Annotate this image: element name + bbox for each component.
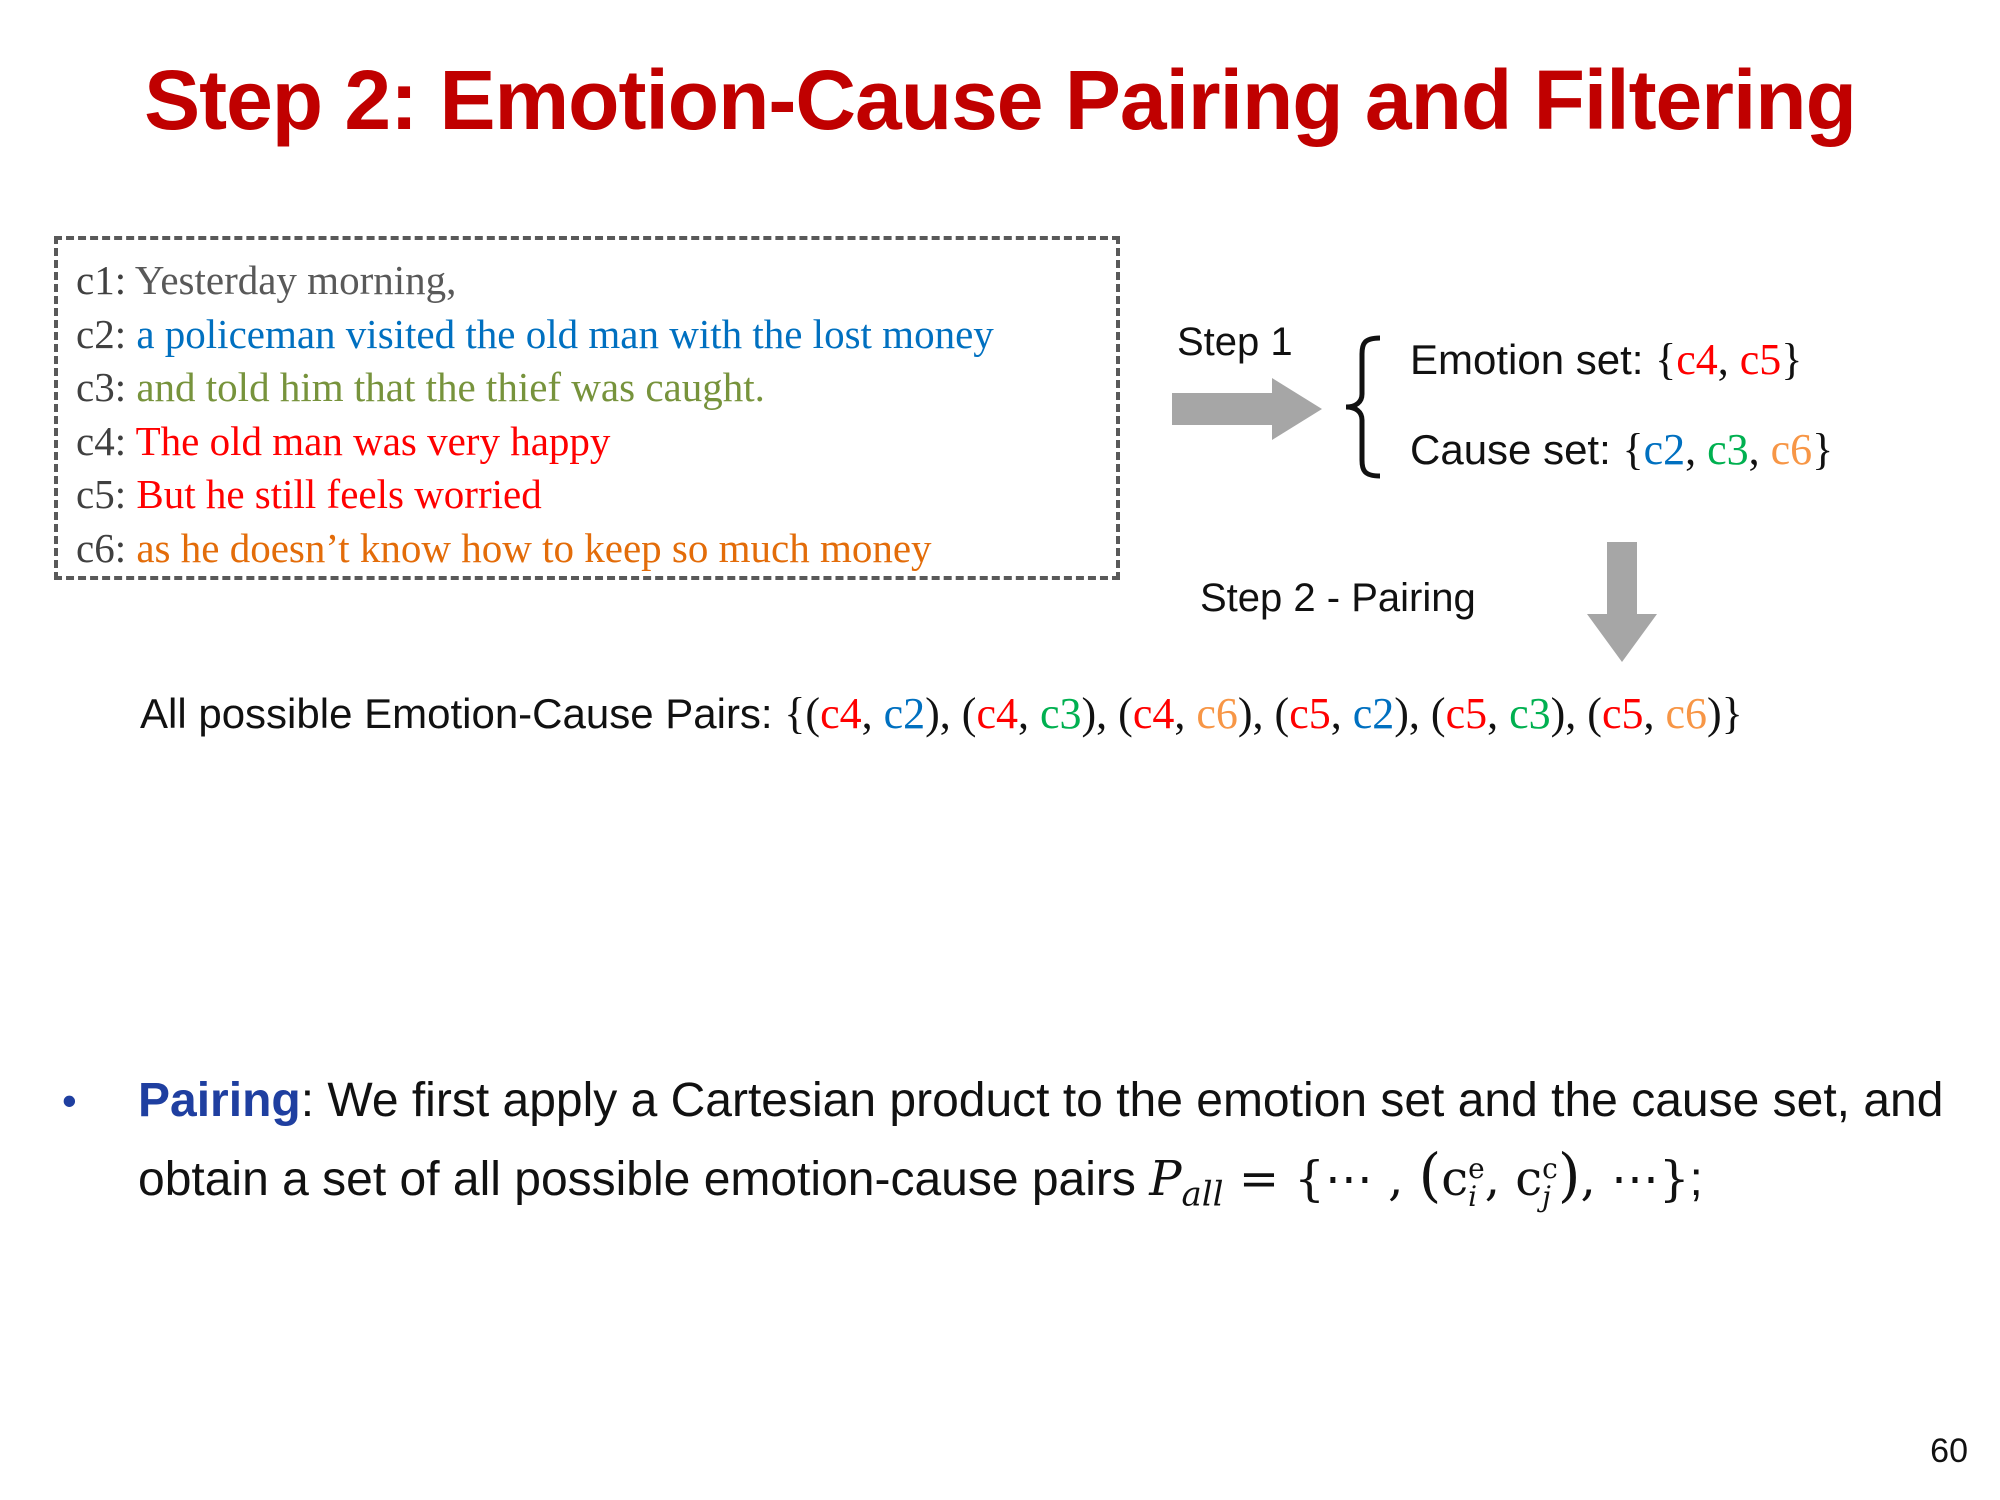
- pair-close: ): [1707, 689, 1722, 738]
- pair-cause: c3: [1039, 689, 1082, 738]
- pairs-label: All possible Emotion-Cause Pairs:: [140, 690, 785, 737]
- pair-emotion: c4: [1132, 689, 1175, 738]
- bullet-text: [138, 1064, 1962, 1232]
- right-arrow-icon: [1172, 378, 1322, 440]
- formula-eq: =: [1223, 1151, 1295, 1207]
- pair-item: [1587, 689, 1721, 738]
- pair-cause: c2: [1352, 689, 1395, 738]
- clause-line-c4: [76, 415, 1116, 469]
- cause-set: [1410, 424, 1833, 475]
- pair-emotion: c5: [1445, 689, 1488, 738]
- pairs-values: [784, 689, 1743, 738]
- pair-item: [962, 689, 1096, 738]
- clause-list: [76, 254, 1116, 575]
- set-item-c3: c3: [1707, 425, 1749, 474]
- formula-pair-open: (: [1418, 1141, 1442, 1209]
- clause-id: c6:: [76, 524, 137, 571]
- pair-cause: c6: [1665, 689, 1707, 738]
- formula-cc-sup: c: [1542, 1151, 1558, 1185]
- pair-sep: ,: [1017, 689, 1040, 738]
- page-number: 60: [1930, 1432, 1968, 1470]
- set-item-c4: c4: [1676, 335, 1718, 384]
- pair-item: [1275, 689, 1409, 738]
- clause-text: as he doesn’t know how to keep so much money: [136, 524, 932, 571]
- pair-emotion: c5: [1289, 689, 1331, 738]
- set-open-brace: {: [1622, 425, 1644, 474]
- pair-emotion: c5: [1601, 689, 1644, 738]
- pair-emotion: c4: [976, 689, 1018, 738]
- clause-text: The old man was very happy: [135, 417, 611, 464]
- clause-id: c2:: [76, 310, 137, 357]
- set-separator: ,: [1748, 425, 1771, 474]
- cause-set-label: Cause set:: [1410, 426, 1623, 473]
- step2-label: Step 2 - Pairing: [1200, 576, 1476, 620]
- pair-open: (: [1430, 689, 1446, 738]
- formula-cc: c: [1515, 1151, 1543, 1207]
- pair-sep: ,: [1174, 689, 1197, 738]
- formula-cc-sub: j: [1542, 1179, 1551, 1213]
- set-separator: ,: [1717, 335, 1740, 384]
- clause-box: [54, 236, 1120, 580]
- set-close-brace: }: [1781, 335, 1803, 384]
- clause-text: But he still feels worried: [136, 471, 542, 517]
- formula-ce: c: [1441, 1151, 1469, 1207]
- pair-open: (: [1587, 689, 1602, 738]
- pairs-separator: ,: [939, 689, 962, 738]
- clause-id: c5:: [76, 471, 137, 517]
- formula-pair-close: ): [1557, 1141, 1581, 1209]
- pair-open: (: [1118, 689, 1133, 738]
- formula-comma: ,: [1484, 1151, 1516, 1207]
- clause-text: Yesterday morning,: [134, 257, 457, 303]
- set-open-brace: {: [1655, 335, 1677, 384]
- pair-close: ): [1237, 689, 1253, 738]
- formula-sub: all: [1181, 1174, 1224, 1215]
- pair-sep: ,: [861, 689, 884, 738]
- formula-open: {⋯ ,: [1294, 1151, 1419, 1207]
- pair-close: ): [1394, 689, 1409, 738]
- emotion-set-label: Emotion set:: [1410, 336, 1656, 383]
- clause-text: and told him that the thief was caught.: [136, 364, 765, 410]
- pair-item: [1431, 689, 1565, 738]
- pair-open: (: [805, 689, 821, 738]
- bullet-body: : We first apply a Cartesian product to the emotion set and the cause set, and obtain a set of all possible emotion-cause pairs: [138, 1074, 1944, 1206]
- bullet-dot-icon: •: [62, 1077, 77, 1124]
- formula-p-all: [1149, 1141, 1690, 1215]
- pairs-separator: ,: [1096, 689, 1119, 738]
- formula-var: P: [1149, 1151, 1182, 1207]
- pairs-open-brace: {: [784, 689, 806, 738]
- pair-sep: ,: [1643, 689, 1666, 738]
- pair-cause: c6: [1196, 689, 1238, 738]
- clause-line-c3: [76, 361, 1116, 415]
- pair-close: ): [1550, 689, 1566, 738]
- set-item-c5: c5: [1739, 335, 1782, 384]
- pair-item: [805, 689, 939, 738]
- clause-line-c5: [76, 468, 1116, 522]
- pair-open: (: [961, 689, 977, 738]
- set-separator: ,: [1685, 425, 1708, 474]
- pair-close: ): [925, 689, 940, 738]
- pairs-separator: ,: [1565, 689, 1588, 738]
- pair-cause: c3: [1509, 689, 1551, 738]
- pair-open: (: [1274, 689, 1290, 738]
- formula-ce-sub: i: [1468, 1179, 1478, 1213]
- formula-ce-sup: e: [1468, 1151, 1485, 1185]
- pair-sep: ,: [1487, 689, 1510, 738]
- set-item-c2: c2: [1643, 425, 1686, 474]
- emotion-set-values: [1655, 335, 1802, 384]
- clause-id: c1:: [76, 257, 135, 303]
- clause-line-c1: [76, 254, 1116, 308]
- down-arrow-icon: [1587, 542, 1657, 662]
- curly-brace-icon: [1340, 334, 1390, 480]
- cause-set-values: [1622, 425, 1833, 474]
- slide-title: Step 2: Emotion-Cause Pairing and Filtering: [144, 53, 1856, 147]
- pair-sep: ,: [1330, 689, 1353, 738]
- pair-close: ): [1081, 689, 1097, 738]
- pairs-line: [140, 688, 1743, 739]
- pairs-close-brace: }: [1721, 689, 1743, 738]
- step1-label: Step 1: [1177, 320, 1293, 364]
- pairs-separator: ,: [1252, 689, 1275, 738]
- emotion-set: [1410, 334, 1802, 385]
- set-item-c6: c6: [1770, 425, 1813, 474]
- set-close-brace: }: [1812, 425, 1834, 474]
- pair-emotion: c4: [820, 689, 862, 738]
- bullet-pairing: [62, 1064, 1962, 1232]
- formula-close: , ⋯}: [1580, 1151, 1690, 1207]
- clause-id: c3:: [76, 364, 137, 410]
- pair-cause: c2: [883, 689, 926, 738]
- pair-item: [1118, 689, 1252, 738]
- clause-line-c6: [76, 522, 1116, 576]
- clause-id: c4:: [76, 417, 136, 464]
- bullet-keyword: Pairing: [138, 1074, 301, 1127]
- clause-text: a policeman visited the old man with the lost money: [136, 310, 994, 357]
- formula-end: ;: [1689, 1153, 1703, 1206]
- clause-line-c2: [76, 308, 1116, 362]
- pairs-separator: ,: [1408, 689, 1431, 738]
